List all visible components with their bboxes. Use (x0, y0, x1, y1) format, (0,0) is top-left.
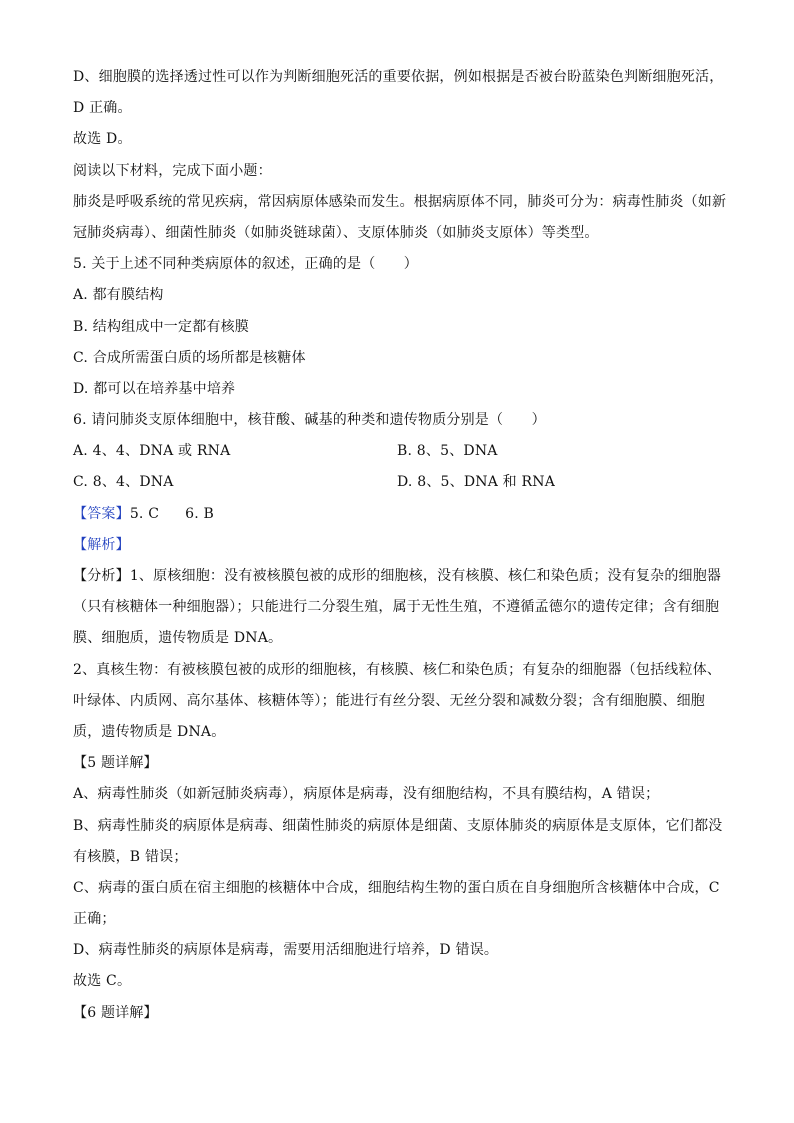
detail-5-line: C、病毒的蛋白质在宿主细胞的核糖体中合成，细胞结构生物的蛋白质在自身细胞所含核糖体中合成，C (73, 879, 720, 896)
answer-6: 6. B (185, 505, 215, 522)
question-6-options-row-1 (73, 436, 723, 467)
question-6-option-a: A. 4、4、DNA 或 RNA (73, 443, 231, 460)
analysis-tag: 【解析】 (73, 536, 130, 553)
detail-5-line: 故选 C。 (73, 973, 132, 990)
detail-5-heading: 【5 题详解】 (73, 755, 158, 772)
question-6-option-b: B. 8、5、DNA (397, 443, 498, 460)
question-5-option-b: B. 结构组成中一定都有核膜 (73, 318, 249, 335)
analysis-line: 叶绿体、内质网、高尔基体、核糖体等）；能进行有丝分裂、无丝分裂和减数分裂；含有细胞膜、细胞 (73, 692, 705, 709)
material-text: 肺炎是呼吸系统的常见疾病，常因病原体感染而发生。根据病原体不同，肺炎可分为：病毒性肺炎（如新 (73, 193, 727, 210)
detail-5-line: B、病毒性肺炎的病原体是病毒、细菌性肺炎的病原体是细菌、支原体肺炎的病原体是支原体，它们都没 (73, 817, 723, 834)
question-6-option-d: D. 8、5、DNA 和 RNA (397, 474, 556, 491)
analysis-line: 质，遗传物质是 DNA。 (73, 723, 226, 740)
analysis-line: （只有核糖体一种细胞器）；只能进行二分裂生殖，属于无性生殖，不遵循孟德尔的遗传定律；含有细胞 (73, 599, 720, 616)
answer-tag: 【答案】 (73, 505, 130, 522)
question-5-option-d: D. 都可以在培养基中培养 (73, 380, 236, 397)
text-line: 故选 D。 (73, 131, 132, 148)
text-line: D 正确。 (73, 100, 132, 117)
detail-5-line: 有核膜，B 错误； (73, 848, 188, 865)
material-intro: 阅读以下材料，完成下面小题： (73, 162, 272, 179)
question-5-option-a: A. 都有膜结构 (73, 287, 164, 304)
question-5-option-c: C. 合成所需蛋白质的场所都是核糖体 (73, 349, 306, 366)
analysis-line (73, 561, 723, 592)
question-6-option-c: C. 8、4、DNA (73, 474, 174, 491)
detail-5-line: A、病毒性肺炎（如新冠肺炎病毒），病原体是病毒，没有细胞结构，不具有膜结构，A 错误； (73, 786, 660, 803)
detail-6-heading: 【6 题详解】 (73, 1004, 158, 1021)
fenxi-text: 1、原核细胞：没有被核膜包被的成形的细胞核，没有核膜、核仁和染色质；没有复杂的细胞器 (129, 568, 722, 584)
answer-5: 5. C (129, 505, 160, 522)
answer-line (73, 499, 723, 530)
detail-5-line: 正确； (73, 911, 116, 928)
detail-5-line: D、病毒性肺炎的病原体是病毒，需要用活细胞进行培养，D 错误。 (73, 942, 499, 959)
analysis-line: 膜、细胞质，遗传物质是 DNA。 (73, 630, 283, 647)
question-6-options-row-2 (73, 467, 723, 498)
text-line: D、细胞膜的选择透过性可以作为判断细胞死活的重要依据，例如根据是否被台盼蓝染色判断细胞死活， (73, 69, 724, 85)
question-6-stem: 6. 请问肺炎支原体细胞中，核苷酸、碱基的种类和遗传物质分别是（ ） (73, 412, 546, 429)
material-text: 冠肺炎病毒）、细菌性肺炎（如肺炎链球菌）、支原体肺炎（如肺炎支原体）等类型。 (73, 224, 599, 241)
analysis-line: 2、真核生物：有被核膜包被的成形的细胞核，有核膜、核仁和染色质；有复杂的细胞器（包括线粒体、 (73, 661, 722, 678)
analysis-heading (73, 530, 723, 561)
document-page (73, 62, 727, 1029)
fenxi-tag: 【分析】 (73, 568, 130, 584)
question-5-stem: 5. 关于上述不同种类病原体的叙述，正确的是（ ） (73, 256, 419, 273)
